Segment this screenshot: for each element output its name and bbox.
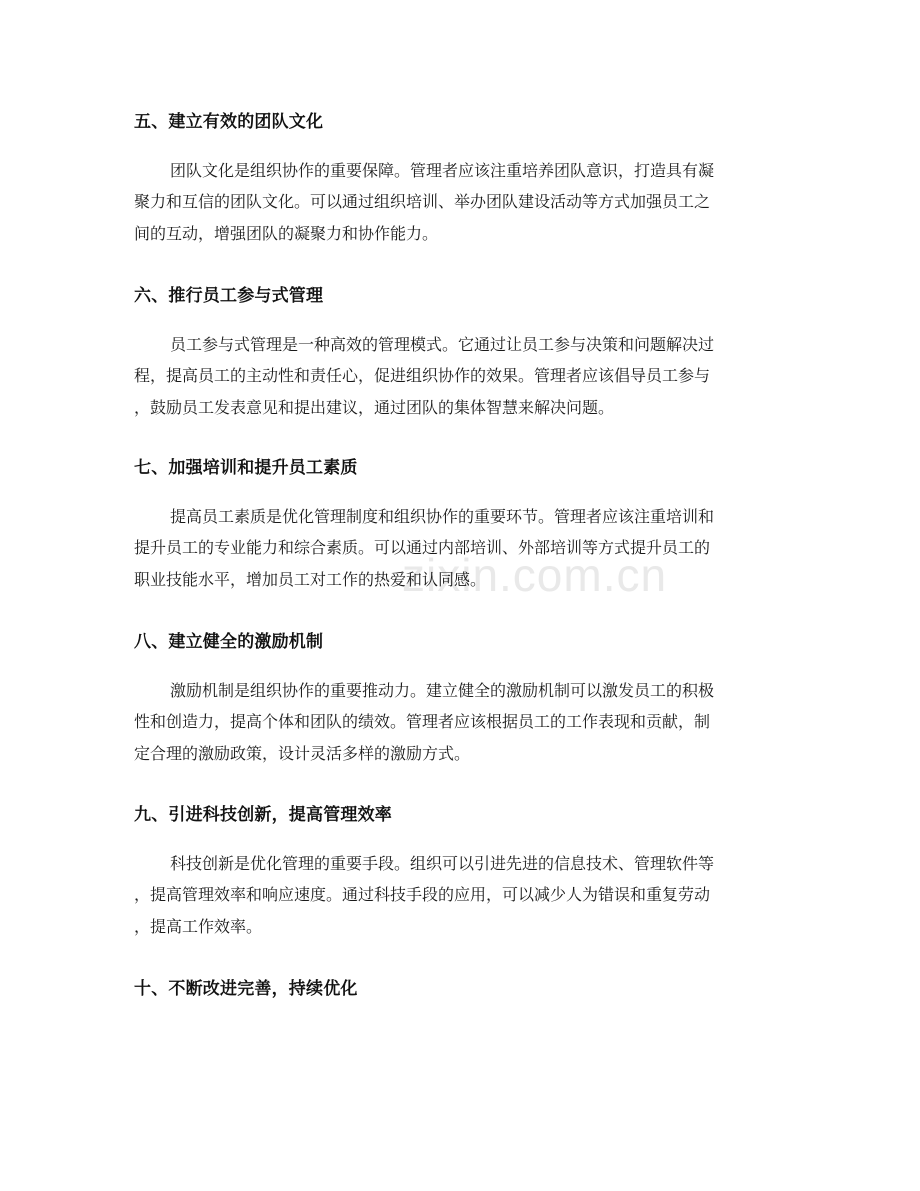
paragraph-line: 职业技能水平，增加员工对工作的热爱和认同感。 xyxy=(134,570,487,589)
section-heading: 十、不断改进完善，持续优化 xyxy=(134,979,358,999)
paragraph-line: ，提高工作效率。 xyxy=(134,917,263,936)
paragraph-line: 程，提高员工的主动性和责任心，促进组织协作的效果。管理者应该倡导员工参与 xyxy=(134,366,711,385)
paragraph-line: 团队文化是组织协作的重要保障。管理者应该注重培养团队意识，打造具有凝 xyxy=(170,161,715,180)
paragraph-line: 间的互动，增强团队的凝聚力和协作能力。 xyxy=(134,224,439,243)
section-heading: 八、建立健全的激励机制 xyxy=(134,632,324,652)
paragraph-line: ，鼓励员工发表意见和提出建议，通过团队的集体智慧来解决问题。 xyxy=(134,398,615,417)
section-6 xyxy=(134,284,786,417)
section-heading: 七、加强培训和提升员工素质 xyxy=(134,458,358,478)
section-heading: 六、推行员工参与式管理 xyxy=(134,286,324,306)
watermark: zixin.com.cn xyxy=(402,549,668,601)
section-5 xyxy=(134,110,786,243)
paragraph-line: 科技创新是优化管理的重要手段。组织可以引进先进的信息技术、管理软件等 xyxy=(170,854,715,873)
paragraph-line: 提升员工的专业能力和综合素质。可以通过内部培训、外部培训等方式提升员工的 xyxy=(134,538,711,557)
paragraph-line: ，提高管理效率和响应速度。通过科技手段的应用，可以减少人为错误和重复劳动 xyxy=(134,885,711,904)
section-8 xyxy=(134,630,786,763)
paragraph-line: 性和创造力，提高个体和团队的绩效。管理者应该根据员工的工作表现和贡献，制 xyxy=(134,712,711,731)
section-heading: 五、建立有效的团队文化 xyxy=(134,112,324,132)
paragraph-line: 定合理的激励政策，设计灵活多样的激励方式。 xyxy=(134,744,471,763)
section-heading: 九、引进科技创新，提高管理效率 xyxy=(134,805,392,825)
paragraph-line: 聚力和互信的团队文化。可以通过组织培训、举办团队建设活动等方式加强员工之 xyxy=(134,192,711,211)
section-10 xyxy=(134,977,786,1001)
paragraph-line: 激励机制是组织协作的重要推动力。建立健全的激励机制可以激发员工的积极 xyxy=(170,681,715,700)
section-9 xyxy=(134,803,786,936)
paragraph-line: 提高员工素质是优化管理制度和组织协作的重要环节。管理者应该注重培训和 xyxy=(170,507,715,526)
paragraph-line: 员工参与式管理是一种高效的管理模式。它通过让员工参与决策和问题解决过 xyxy=(170,335,715,354)
